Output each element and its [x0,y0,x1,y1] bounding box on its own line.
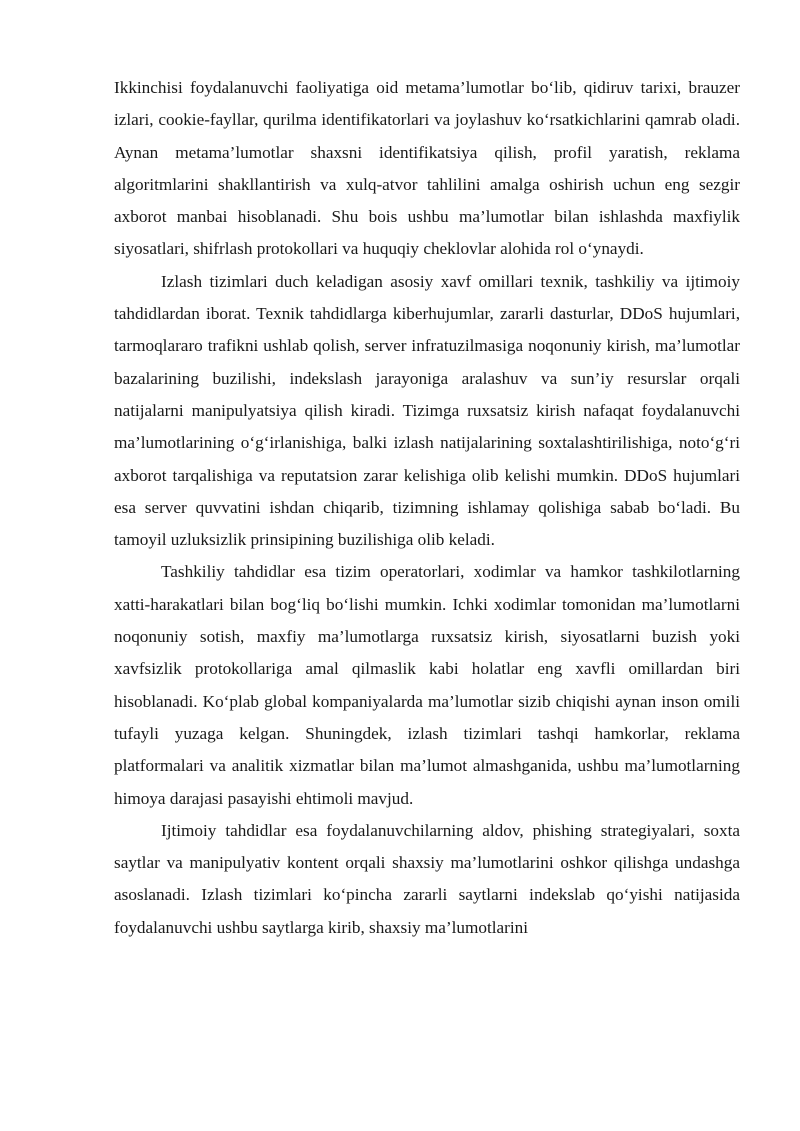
document-body [114,72,740,944]
paragraph-social-threats: Ijtimoiy tahdidlar esa foydalanuvchilarning aldov, phishing strategiyalari, soxta saytlar va manipulyativ kontent orqali shaxsiy ma’lumotlarini oshkor qilishga undashga asoslanadi. Izlash tizimlari ko‘pincha zararli saytlarni indekslab qo‘yishi natijasida foydalanuvchi ushbu saytlarga kirib, shaxsiy ma’lumotlarini [114,820,740,937]
paragraph-organizational-threats: Tashkiliy tahdidlar esa tizim operatorlari, xodimlar va hamkor tashkilotlarning xatti-harakatlari bilan bog‘liq bo‘lishi mumkin. Ichki xodimlar tomonidan ma’lumotlarni noqonuniy sotish, maxfiy ma’lumotlarga ruxsatsiz kirish, siyosatlarni buzish yoki xavfsizlik protokollariga amal qilmaslik kabi holatlar eng xavfli omillardan biri hisoblanadi. Ko‘plab global kompaniyalarda ma’lumotlar sizib chiqishi aynan inson omili tufayli yuzaga kelgan. Shuningdek, izlash tizimlari tashqi hamkorlar, reklama platformalari va analitik xizmatlar bilan ma’lumot almashganida, ushbu ma’lumotlarning himoya darajasi pasayishi ehtimoli mavjud. [114,562,740,808]
paragraph-metadata: Ikkinchisi foydalanuvchi faoliyatiga oid metama’lumotlar bo‘lib, qidiruv tarixi, brauzer izlari, cookie-fayllar, qurilma identifikatorlari va joylashuv ko‘rsatkichlarini qamrab oladi. Aynan metama’lumotlar shaxsni identifikatsiya qilish, profil yaratish, reklama algoritmlarini shakllantirish va xulq-atvor tahlilini amalga oshirish uchun eng sezgir axborot manbai hisoblanadi. Shu bois ushbu ma’lumotlar bilan ishlashda maxfiylik siyosatlari, shifrlash protokollari va huquqiy cheklovlar alohida rol o‘ynaydi. [114,78,740,259]
paragraph-risk-factors: Izlash tizimlari duch keladigan asosiy xavf omillari texnik, tashkiliy va ijtimoiy tahdidlardan iborat. Texnik tahdidlarga kiberhujumlar, zararli dasturlar, DDoS hujumlari, tarmoqlararo trafikni ushlab qolish, server infratuzilmasiga noqonuniy kirish, ma’lumotlar bazalarining buzilishi, indekslash jarayoniga aralashuv va sun’iy resurslar orqali natijalarni manipulyatsiya qilish kiradi. Tizimga ruxsatsiz kirish nafaqat foydalanuvchi ma’lumotlarining o‘g‘irlanishiga, balki izlash natijalarining soxtalashtirilishiga, noto‘g‘ri axborot tarqalishiga va reputatsion zarar kelishiga olib kelishi mumkin. DDoS hujumlari esa server quvvatini ishdan chiqarib, tizimning ishlamay qolishiga sabab bo‘ladi. Bu tamoyil uzluksizlik prinsipining buzilishiga olib keladi. [114,271,740,550]
